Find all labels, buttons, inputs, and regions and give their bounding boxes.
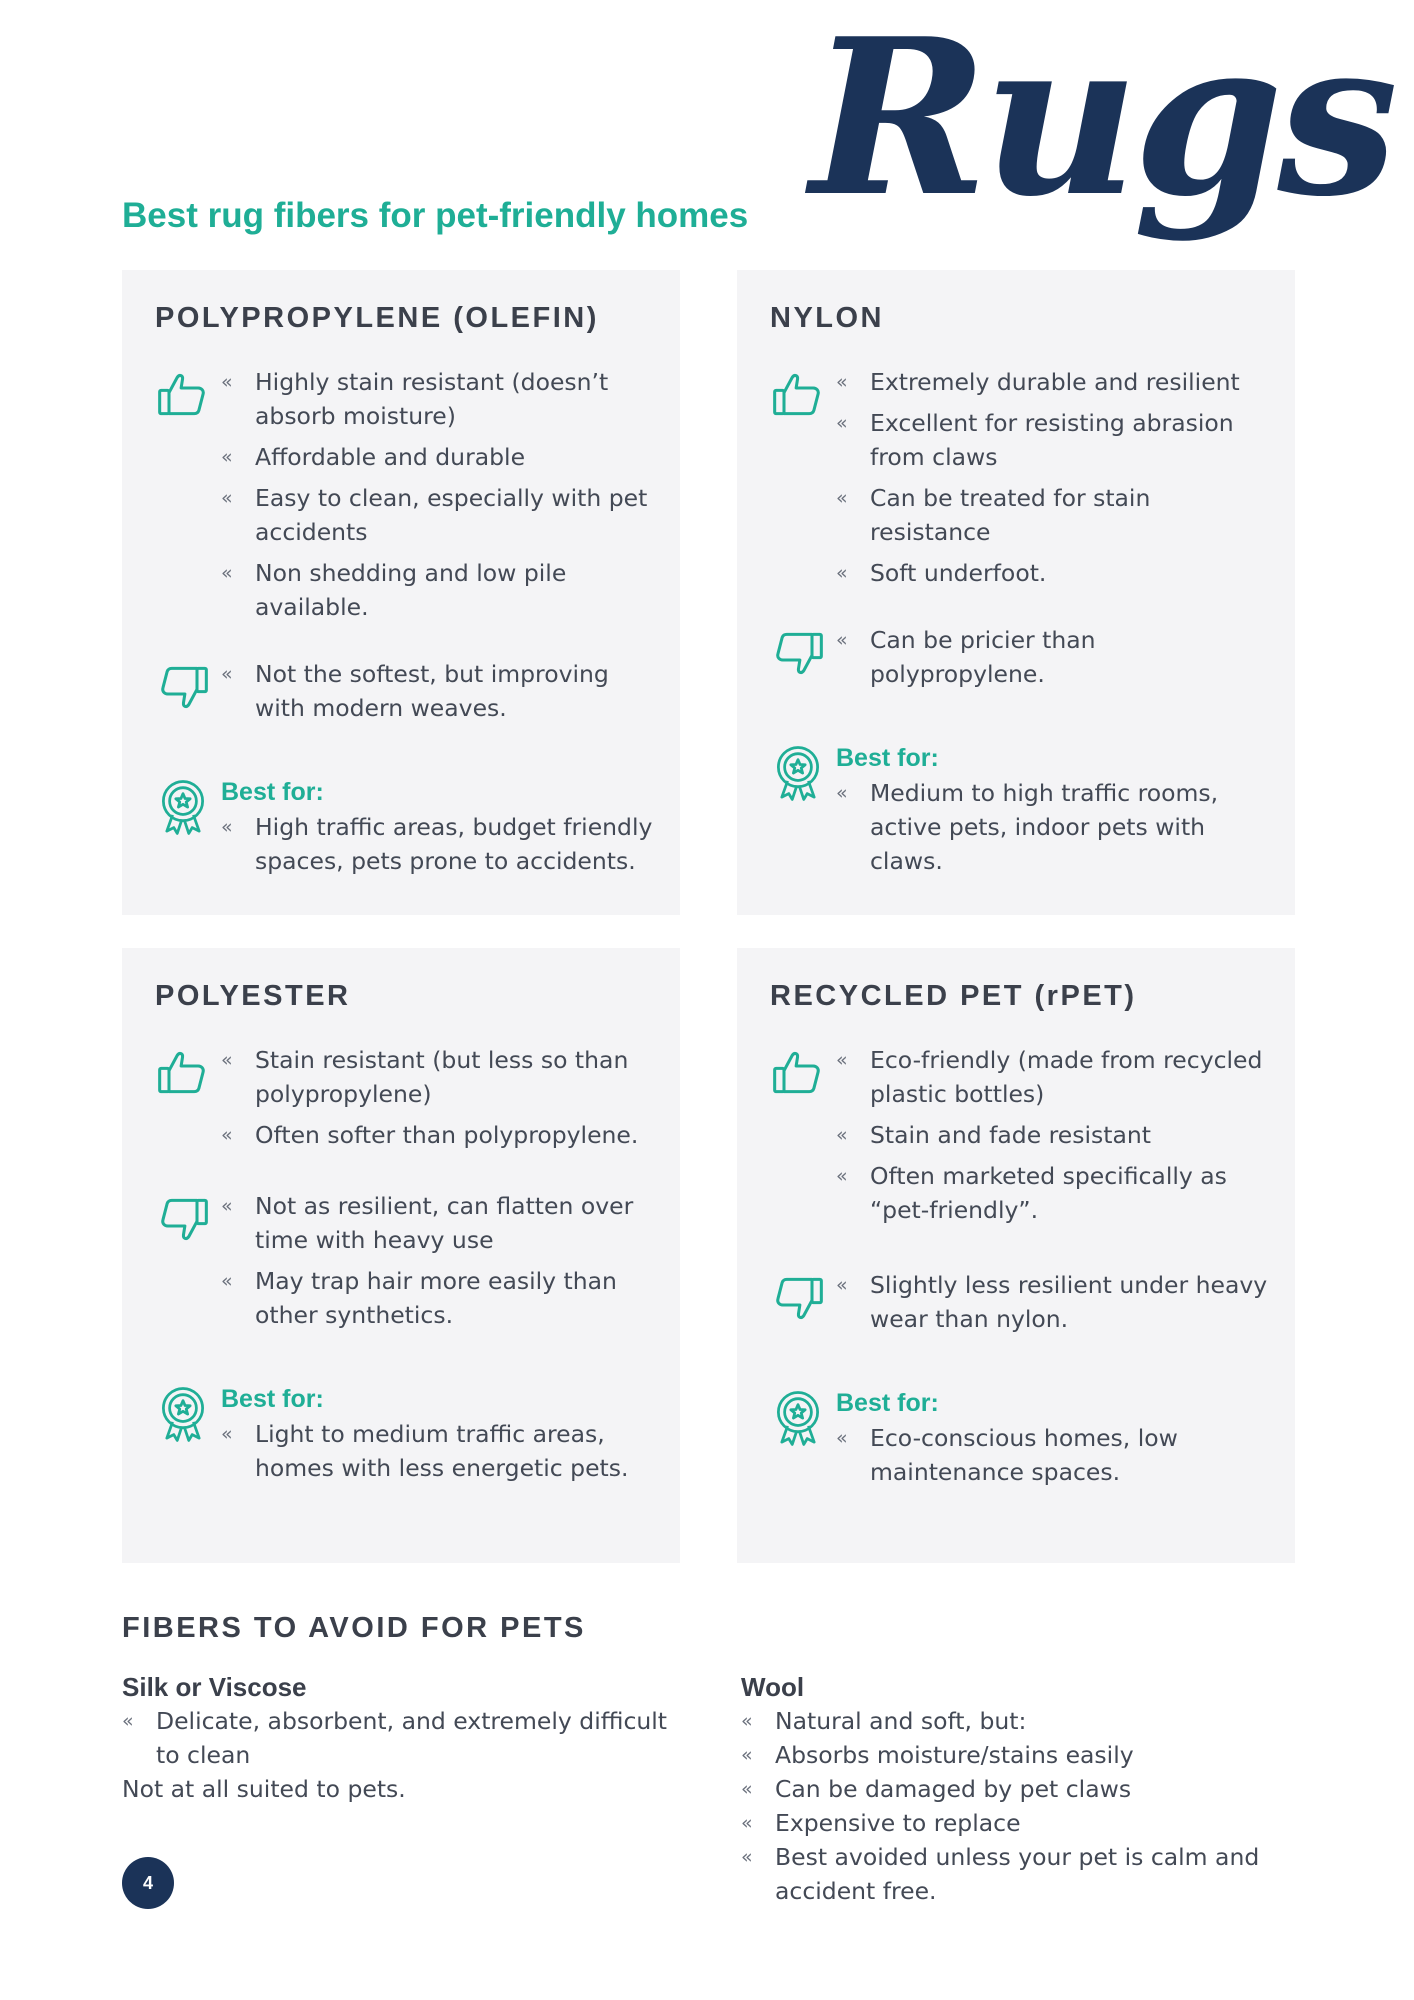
page-title: Rugs (810, 0, 1393, 244)
best-for-text: « Medium to high traffic rooms, active pets, indoor pets with claws. (836, 776, 1275, 878)
page-number: 4 (122, 1857, 174, 1909)
pro-item: « Often marketed specifically as “pet-friendly”. (836, 1159, 1275, 1227)
thumbs-up-icon (155, 1043, 221, 1101)
best-for-label: Best for: (836, 1389, 939, 1417)
avoid-item: « Delicate, absorbent, and extremely difficult to clean (122, 1704, 682, 1772)
thumbs-down-icon (155, 657, 221, 715)
con-item: « Not as resilient, can flatten over time with heavy use (221, 1189, 660, 1257)
avoid-column-silk (122, 1670, 682, 1806)
best-for-text: « Eco-conscious homes, low maintenance spaces. (836, 1421, 1275, 1489)
award-badge-icon (155, 1383, 221, 1445)
thumbs-up-icon (155, 365, 221, 423)
pro-item: « Often softer than polypropylene. (221, 1118, 660, 1152)
thumbs-up-icon (770, 1043, 836, 1101)
fiber-card-polyester (122, 948, 680, 1563)
pro-item: « Highly stain resistant (doesn’t absorb moisture) (221, 365, 660, 433)
avoid-item: « Absorbs moisture/stains easily (741, 1738, 1301, 1772)
avoid-item: « Natural and soft, but: (741, 1704, 1301, 1738)
fiber-card-nylon (737, 270, 1295, 915)
best-for-label: Best for: (221, 1385, 324, 1413)
thumbs-down-icon (770, 1268, 836, 1326)
page-subtitle: Best rug fibers for pet-friendly homes (122, 196, 749, 235)
award-badge-icon (770, 1387, 836, 1449)
con-item: « Not the softest, but improving with modern weaves. (221, 657, 660, 725)
avoid-heading: FIBERS TO AVOID FOR PETS (122, 1612, 586, 1644)
pro-item: « Eco-friendly (made from recycled plastic bottles) (836, 1043, 1275, 1111)
award-badge-icon (155, 776, 221, 838)
best-for-text: « Light to medium traffic areas, homes with less energetic pets. (221, 1417, 660, 1485)
avoid-column-wool (741, 1670, 1301, 1908)
avoid-note: Not at all suited to pets. (122, 1775, 406, 1803)
pro-item: « Easy to clean, especially with pet accidents (221, 481, 660, 549)
best-for-text: « High traffic areas, budget friendly spaces, pets prone to accidents. (221, 810, 660, 878)
best-for-label: Best for: (836, 744, 939, 772)
fiber-card-recycled-pet (737, 948, 1295, 1563)
card-title: RECYCLED PET (rPET) (770, 980, 1137, 1012)
avoid-item: « Best avoided unless your pet is calm and accident free. (741, 1840, 1301, 1908)
con-item: « Slightly less resilient under heavy wear than nylon. (836, 1268, 1275, 1336)
thumbs-up-icon (770, 365, 836, 423)
thumbs-down-icon (770, 623, 836, 681)
best-for-label: Best for: (221, 778, 324, 806)
con-item: « Can be pricier than polypropylene. (836, 623, 1275, 691)
avoid-title: Silk or Viscose (122, 1672, 307, 1702)
avoid-item: « Can be damaged by pet claws (741, 1772, 1301, 1806)
pro-item: « Stain resistant (but less so than polypropylene) (221, 1043, 660, 1111)
con-item: « May trap hair more easily than other synthetics. (221, 1264, 660, 1332)
pro-item: « Excellent for resisting abrasion from claws (836, 406, 1275, 474)
avoid-item: « Expensive to replace (741, 1806, 1301, 1840)
pro-item: « Non shedding and low pile available. (221, 556, 660, 624)
pro-item: « Extremely durable and resilient (836, 365, 1275, 399)
pro-item: « Can be treated for stain resistance (836, 481, 1275, 549)
award-badge-icon (770, 742, 836, 804)
pro-item: « Stain and fade resistant (836, 1118, 1275, 1152)
pro-item: « Affordable and durable (221, 440, 660, 474)
fiber-card-polypropylene (122, 270, 680, 915)
pro-item: « Soft underfoot. (836, 556, 1275, 590)
thumbs-down-icon (155, 1189, 221, 1247)
card-title: POLYESTER (155, 980, 351, 1012)
card-title: NYLON (770, 302, 884, 334)
avoid-title: Wool (741, 1672, 805, 1702)
card-title: POLYPROPYLENE (OLEFIN) (155, 302, 599, 334)
